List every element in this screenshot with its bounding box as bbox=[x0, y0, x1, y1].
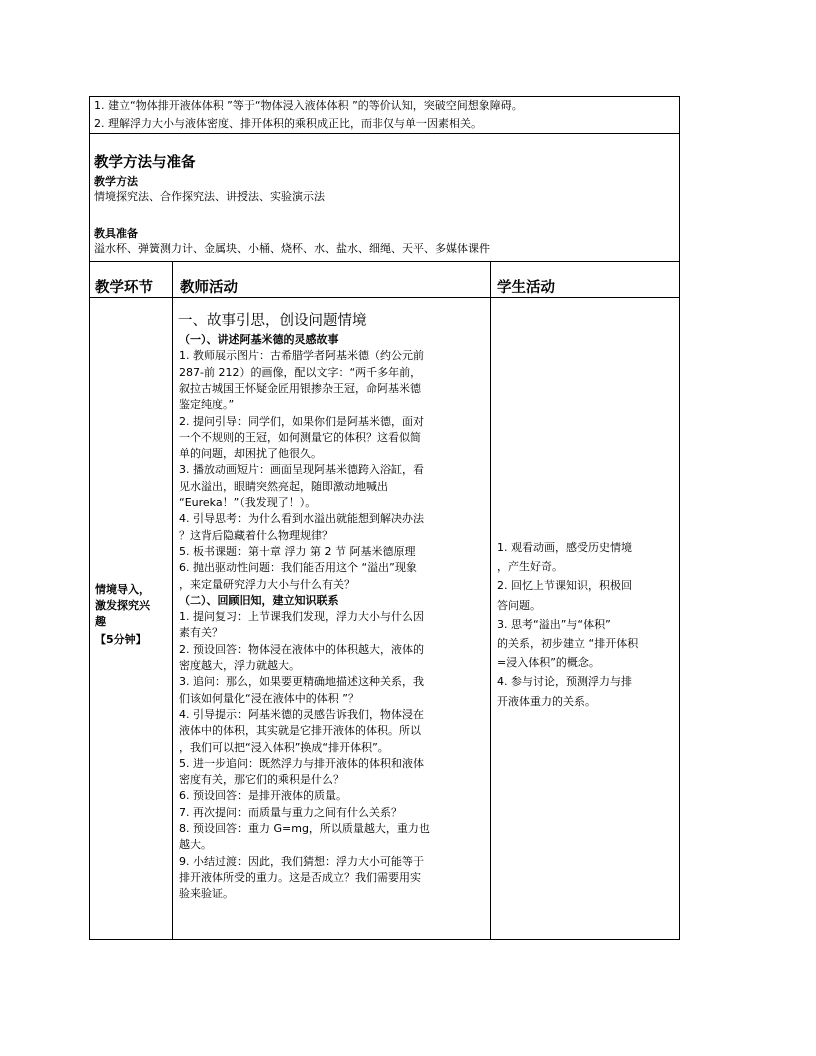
table-top-border bbox=[89, 96, 680, 97]
table-bottom-border bbox=[89, 939, 680, 940]
method-text: 情境探究法、合作探究法、讲授法、实验演示法 bbox=[94, 190, 325, 203]
objective-item-1: 1. 建立“物体排开液体体积 ”等于“物体浸入液体体积 ”的等价认知，突破空间想象障碍。 bbox=[94, 99, 523, 112]
teacher-activity-line: 4. 引导思考：为什么看到水溢出就能想到解决办法 bbox=[179, 512, 424, 526]
header-teacher-activity: 教师活动 bbox=[180, 280, 238, 296]
objective-item-2: 2. 理解浮力大小与液体密度、排开体积的乘积成正比，而非仅与单一因素相关。 bbox=[94, 117, 482, 130]
student-activity-line: =浸入体积”的概念。 bbox=[497, 656, 600, 670]
column-divider-2 bbox=[490, 261, 491, 939]
teacher-activity-line: 3. 追问：那么，如果要更精确地描述这种关系，我 bbox=[179, 675, 424, 689]
methods-bottom-border bbox=[89, 261, 680, 262]
teacher-activity-line: 9. 小结过渡：因此，我们猜想：浮力大小可能等于 bbox=[179, 854, 424, 868]
student-activity-line: 4. 参与讨论，预测浮力与排 bbox=[497, 675, 632, 689]
teacher-activity-heading: 一、故事引思，创设问题情境 bbox=[178, 313, 367, 329]
stage-name-line-1: 情境导入， bbox=[95, 583, 150, 596]
equipment-text: 溢水杯、弹簧测力计、金属块、小桶、烧杯、水、盐水、细绳、天平、多媒体课件 bbox=[94, 242, 490, 255]
stage-name-line-3: 趣 bbox=[95, 615, 106, 628]
objectives-bottom-border bbox=[89, 133, 680, 134]
teacher-activity-line: 7. 再次提问：而质量与重力之间有什么关系？ bbox=[179, 805, 402, 819]
teacher-activity-line: 越大。 bbox=[179, 838, 212, 852]
teacher-activity-line: 一个不规则的王冠，如何测量它的体积？这看似简 bbox=[179, 430, 421, 444]
student-activity-line: 1. 观看动画，感受历史情境 bbox=[497, 541, 632, 554]
stage-name-line-2: 激发探究兴 bbox=[95, 599, 150, 612]
teacher-activity-line: （一）、讲述阿基米德的灵感故事 bbox=[179, 333, 339, 346]
teacher-activity-line: 单的问题，却困扰了他很久。 bbox=[179, 447, 322, 461]
table-left-border bbox=[89, 96, 90, 940]
teacher-activity-line: 见水溢出，眼睛突然亮起，随即激动地喊出 bbox=[179, 479, 388, 493]
header-student-activity: 学生活动 bbox=[497, 280, 555, 296]
method-heading: 教学方法 bbox=[94, 175, 138, 188]
student-activity-line: 开液体重力的关系。 bbox=[497, 694, 596, 708]
teacher-activity-line: 叙拉古城国王怀疑金匠用银掺杂王冠，命阿基米德 bbox=[179, 381, 421, 395]
teacher-activity-line: 排开液体所受的重力。这是否成立？我们需要用实 bbox=[179, 870, 421, 884]
teacher-activity-line: （二）、回顾旧知，建立知识联系 bbox=[179, 593, 339, 607]
teacher-activity-line: 4. 引导提示：阿基米德的灵感告诉我们，物体浸在 bbox=[179, 707, 424, 721]
teacher-activity-line: 287-前 212）的画像，配以文字：“两千多年前， bbox=[179, 365, 422, 379]
column-divider-1 bbox=[172, 261, 173, 939]
teacher-activity-line: ，来定量研究浮力大小与什么有关？ bbox=[179, 577, 355, 591]
teacher-activity-line: ？这背后隐藏着什么物理规律？ bbox=[179, 528, 333, 542]
teacher-activity-line: 2. 预设回答：物体浸在液体中的体积越大，液体的 bbox=[179, 642, 424, 656]
table-right-border bbox=[679, 96, 680, 940]
header-row-bottom-border bbox=[89, 297, 680, 298]
equipment-heading: 教具准备 bbox=[94, 227, 138, 240]
teacher-activity-line: 密度有关，那它们的乘积是什么？ bbox=[179, 773, 344, 787]
teacher-activity-line: 5. 板书课题：第十章 浮力 第 2 节 阿基米德原理 bbox=[179, 544, 416, 558]
student-activity-line: 2. 回忆上节课知识，积极回 bbox=[497, 579, 632, 593]
header-stage: 教学环节 bbox=[95, 280, 153, 296]
teacher-activity-line: 3. 播放动画短片：画面呈现阿基米德跨入浴缸，看 bbox=[179, 463, 424, 477]
teacher-activity-line: 密度越大，浮力就越大。 bbox=[179, 659, 300, 672]
teacher-activity-line: 1. 教师展示图片：古希腊学者阿基米德（约公元前 bbox=[179, 349, 424, 363]
teacher-activity-line: 1. 提问复习：上节课我们发现，浮力大小与什么因 bbox=[179, 610, 424, 624]
student-activity-line: ，产生好奇。 bbox=[497, 560, 563, 574]
teacher-activity-line: “Eureka！”（我发现了！）。 bbox=[179, 496, 317, 509]
teacher-activity-line: 素有关？ bbox=[179, 626, 223, 640]
teacher-activity-line: 们该如何量化“浸在液体中的体积 ”？ bbox=[179, 691, 359, 705]
teacher-activity-line: ，我们可以把“浸入体积”换成“排开体积”。 bbox=[179, 740, 389, 754]
teacher-activity-line: 鉴定纯度。” bbox=[179, 398, 235, 412]
stage-duration: 【5分钟】 bbox=[95, 633, 147, 646]
teacher-activity-line: 5. 进一步追问：既然浮力与排开液体的体积和液体 bbox=[179, 756, 424, 770]
student-activity-line: 的关系，初步建立 “排开体积 bbox=[497, 637, 639, 650]
teacher-activity-line: 8. 预设回答：重力 G=mg，所以质量越大，重力也 bbox=[179, 822, 430, 835]
teacher-activity-line: 6. 预设回答：是排开液体的质量。 bbox=[179, 789, 347, 803]
teacher-activity-line: 液体中的体积，其实就是它排开液体的体积。所以 bbox=[179, 724, 421, 738]
student-activity-line: 3. 思考“溢出”与“体积” bbox=[497, 617, 611, 631]
student-activity-line: 答问题。 bbox=[497, 598, 541, 612]
teacher-activity-line: 2. 提问引导：同学们，如果你们是阿基米德，面对 bbox=[179, 414, 424, 428]
teacher-activity-line: 验来验证。 bbox=[179, 887, 234, 901]
methods-section-title: 教学方法与准备 bbox=[94, 155, 196, 171]
teacher-activity-line: 6. 抛出驱动性问题：我们能否用这个 “溢出”现象 bbox=[179, 561, 417, 575]
